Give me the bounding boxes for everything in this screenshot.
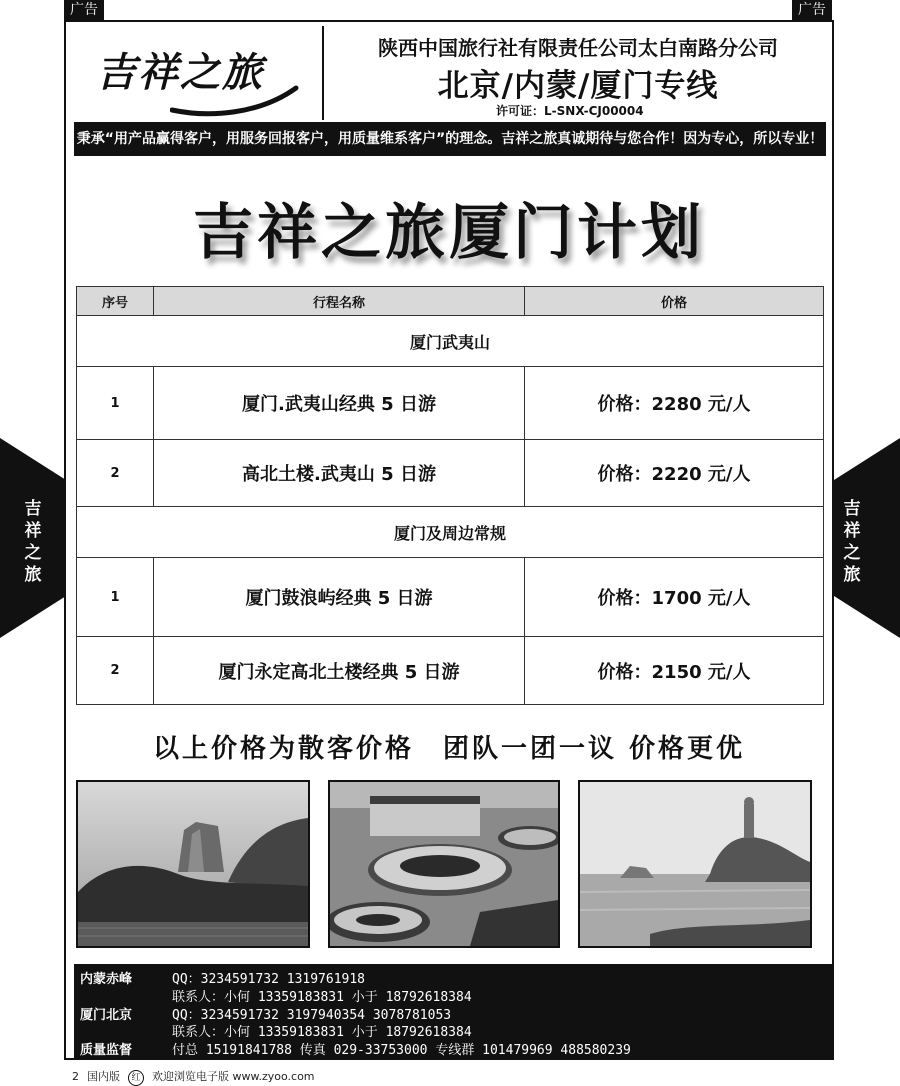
table-row xyxy=(77,558,824,637)
table-row xyxy=(77,440,824,507)
tour-name: 高北土楼.武夷山 5 日游 xyxy=(154,440,525,507)
company-name: 陕西中国旅行社有限责任公司太白南路分公司 xyxy=(378,36,778,60)
tour-price: 价格：2150 元/人 xyxy=(525,637,824,705)
tour-name: 厦门鼓浪屿经典 5 日游 xyxy=(154,558,525,637)
right-side-label: 吉祥之旅 xyxy=(843,499,861,585)
tour-name: 厦门.武夷山经典 5 日游 xyxy=(154,367,525,440)
contact-row xyxy=(80,1039,631,1058)
itinerary-table xyxy=(76,286,824,705)
photo-wuyi-mountain xyxy=(76,780,310,948)
brand-logo: 吉祥之旅 xyxy=(96,49,264,96)
header-name: 行程名称 xyxy=(154,287,525,316)
tour-price: 价格：2220 元/人 xyxy=(525,440,824,507)
row-number: 2 xyxy=(77,440,154,507)
ad-tag-left: 广告 xyxy=(64,0,104,20)
route-title: 北京/内蒙/厦门专线 xyxy=(437,68,719,104)
category-label: 厦门武夷山 xyxy=(77,316,824,367)
logo-swoosh xyxy=(170,84,300,118)
edition-badge-icon: 红 xyxy=(128,1070,144,1086)
contact-info: QQ：3234591732 3197940354 3078781053 xyxy=(172,1008,452,1023)
edition-label: 国内版 xyxy=(87,1070,120,1083)
left-side-label: 吉祥之旅 xyxy=(24,499,42,585)
license-number: 许可证：L-SNX-CJ00004 xyxy=(496,104,644,118)
category-row xyxy=(77,316,824,367)
photo-gulangyu xyxy=(578,780,812,948)
contact-info: 联系人：小何 13359183831 小于 18792618384 xyxy=(172,1025,472,1040)
website-link[interactable]: 欢迎浏览电子版 www.zyoo.com xyxy=(152,1070,315,1083)
contact-row xyxy=(80,986,472,1005)
tour-price: 价格：2280 元/人 xyxy=(525,367,824,440)
category-label: 厦门及周边常规 xyxy=(77,507,824,558)
contact-label: 质量监督 xyxy=(80,1043,133,1058)
contact-info: QQ：3234591732 1319761918 xyxy=(172,972,366,987)
page-footer xyxy=(72,1068,323,1086)
ad-tag-right: 广告 xyxy=(792,0,832,20)
tour-price: 价格：1700 元/人 xyxy=(525,558,824,637)
row-number: 2 xyxy=(77,637,154,705)
contact-label: 厦门北京 xyxy=(80,1008,133,1023)
table-row xyxy=(77,367,824,440)
contact-info: 付总 15191841788 传真 029-33753000 专线群 101479969 488580239 xyxy=(172,1043,631,1058)
table-row xyxy=(77,637,824,705)
header-divider xyxy=(322,26,324,120)
table-header-row xyxy=(77,287,824,316)
price-note: 以上价格为散客价格 团队一团一议 价格更优 xyxy=(152,734,746,764)
contact-info: 联系人：小何 13359183831 小于 18792618384 xyxy=(172,990,472,1005)
row-number: 1 xyxy=(77,558,154,637)
tour-name: 厦门永定高北土楼经典 5 日游 xyxy=(154,637,525,705)
photo-tulou xyxy=(328,780,560,948)
contact-footer xyxy=(74,964,834,1060)
slogan-bar: 秉承“用产品赢得客户，用服务回报客户，用质量维系客户”的理念。吉祥之旅真诚期待与您合作！因为专心，所以专业！ xyxy=(74,122,826,156)
page-number: 2 xyxy=(72,1070,79,1083)
row-number: 1 xyxy=(77,367,154,440)
contact-row xyxy=(80,968,365,987)
category-row xyxy=(77,507,824,558)
main-title: 吉祥之旅厦门计划 xyxy=(193,198,705,268)
contact-label: 内蒙赤峰 xyxy=(80,972,133,987)
header-no: 序号 xyxy=(77,287,154,316)
header-price: 价格 xyxy=(525,287,824,316)
contact-row xyxy=(80,1021,472,1040)
